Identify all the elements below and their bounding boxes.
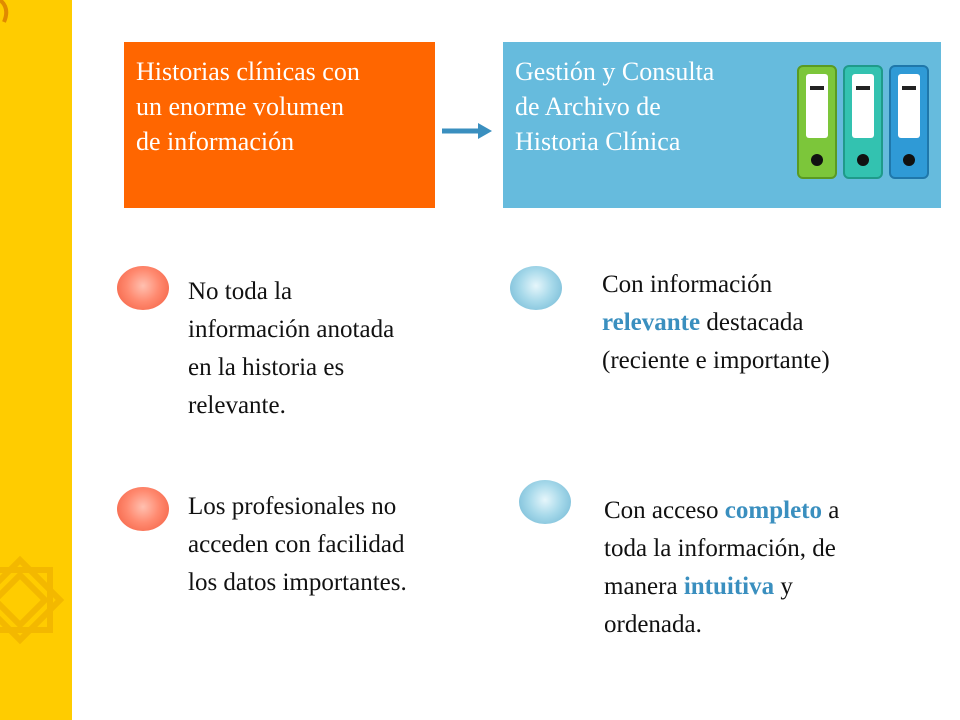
text-line	[604, 492, 839, 530]
text-line: acceden con facilidad	[188, 531, 405, 558]
text-line: los datos importantes.	[188, 569, 407, 596]
text-fragment: y	[774, 573, 793, 600]
bullet-icon	[519, 480, 571, 524]
text-fragment: manera	[604, 573, 684, 600]
highlight-completo: completo	[724, 497, 822, 524]
text-fragment: Con acceso	[604, 497, 725, 524]
text-line: en la historia es	[188, 354, 345, 381]
problem-line-2: un enorme volumen	[136, 92, 344, 121]
arrow-right-icon	[440, 120, 495, 144]
bullet-icon	[117, 487, 169, 531]
text-line	[602, 304, 830, 342]
text-line: No toda la	[188, 278, 293, 305]
text-line: ordenada.	[604, 611, 702, 638]
binders-icon	[796, 64, 930, 180]
solution-point-1	[602, 266, 830, 380]
text-line: Con información	[602, 271, 773, 298]
text-line: (reciente e importante)	[602, 347, 830, 374]
problem-point-1	[188, 273, 394, 425]
text-fragment: a	[822, 497, 840, 524]
problem-line-1: Historias clínicas con	[136, 57, 360, 86]
problem-box	[124, 42, 435, 208]
text-fragment: destacada	[700, 309, 804, 336]
geometric-pattern-icon	[0, 0, 72, 720]
problem-point-2	[188, 488, 407, 602]
solution-line-3: Historia Clínica	[515, 127, 681, 156]
solution-line-2: de Archivo de	[515, 92, 661, 121]
bullet-icon	[510, 266, 562, 310]
problem-line-3: de información	[136, 127, 295, 156]
highlight-relevante: relevante	[602, 309, 701, 336]
bullet-icon	[117, 266, 169, 310]
text-line: relevante.	[188, 392, 286, 419]
highlight-intuitiva: intuitiva	[683, 573, 775, 600]
solution-point-2	[604, 492, 839, 644]
text-line: Los profesionales no	[188, 493, 397, 520]
text-line: toda la información, de	[604, 535, 836, 562]
text-line	[604, 568, 839, 606]
solution-line-1: Gestión y Consulta	[515, 57, 715, 86]
sidebar-decoration	[0, 0, 72, 720]
text-line: información anotada	[188, 316, 395, 343]
